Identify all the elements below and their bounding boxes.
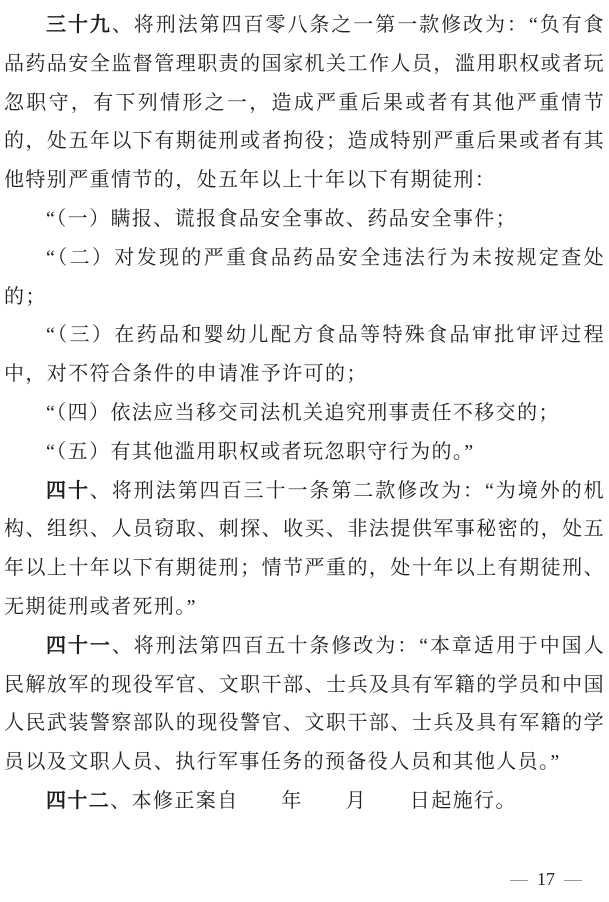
section-number: 四十二 [46, 789, 111, 812]
paragraph-text: “（三）在药品和婴幼儿配方食品等特殊食品审批审评过程中，对不符合条件的申请准予许可的； [4, 324, 605, 386]
legal-subitem-1 [4, 200, 605, 239]
legal-subitem-2 [4, 239, 605, 317]
section-number: 四十一 [46, 634, 112, 657]
paragraph-text: 、将刑法第四百零八条之一第一款修改为：“负有食品药品安全监督管理职责的国家机关工作人员，滥用职权或者玩忽职守，有下列情形之一，造成严重后果或者有其他严重情节的，处五年以下有期徒刑或者拘役；造成特别严重后果或者有其他特别严重情节的，处五年以上十年以下有期徒刑： [4, 14, 606, 192]
paragraph-text: “（二）对发现的严重食品药品安全违法行为未按规定查处的； [4, 246, 605, 308]
footer-dash-left: — [510, 869, 528, 889]
section-number: 四十 [46, 479, 90, 502]
legal-paragraph-41 [4, 627, 605, 782]
page-number: 17 [537, 869, 555, 889]
legal-paragraph-39 [4, 6, 605, 200]
legal-subitem-3 [4, 316, 605, 394]
paragraph-text: “（一）瞒报、谎报食品安全事故、药品安全事件； [46, 207, 518, 230]
paragraph-text: 、将刑法第四百五十条修改为：“本章适用于中国人民解放军的现役军官、文职干部、士兵及具有军籍的学员和中国人民武装警察部队的现役警官、文职干部、士兵及具有军籍的学员以及文职人员、执行军事任务的预备役人员和其他人员。” [4, 634, 606, 774]
footer-dash-right: — [564, 869, 582, 889]
paragraph-text: “（五）有其他滥用职权或者玩忽职守行为的。” [46, 440, 475, 463]
page-footer [501, 868, 591, 890]
paragraph-text: 、本修正案自 年 月 日起施行。 [110, 789, 517, 812]
document-body [4, 0, 605, 821]
paragraph-text: 、将刑法第四百三十一条第二款修改为：“为境外的机构、组织、人员窃取、刺探、收买、非法提供军事秘密的，处五年以上十年以下有期徒刑；情节严重的，处十年以上有期徒刑、无期徒刑或者死刑。” [4, 479, 605, 618]
legal-subitem-5 [4, 433, 605, 472]
legal-paragraph-40 [4, 472, 605, 627]
legal-paragraph-42 [4, 782, 605, 821]
section-number: 三十九 [46, 14, 112, 36]
legal-subitem-4 [4, 394, 605, 433]
paragraph-text: “（四）依法应当移交司法机关追究刑事责任不移交的； [46, 401, 560, 424]
